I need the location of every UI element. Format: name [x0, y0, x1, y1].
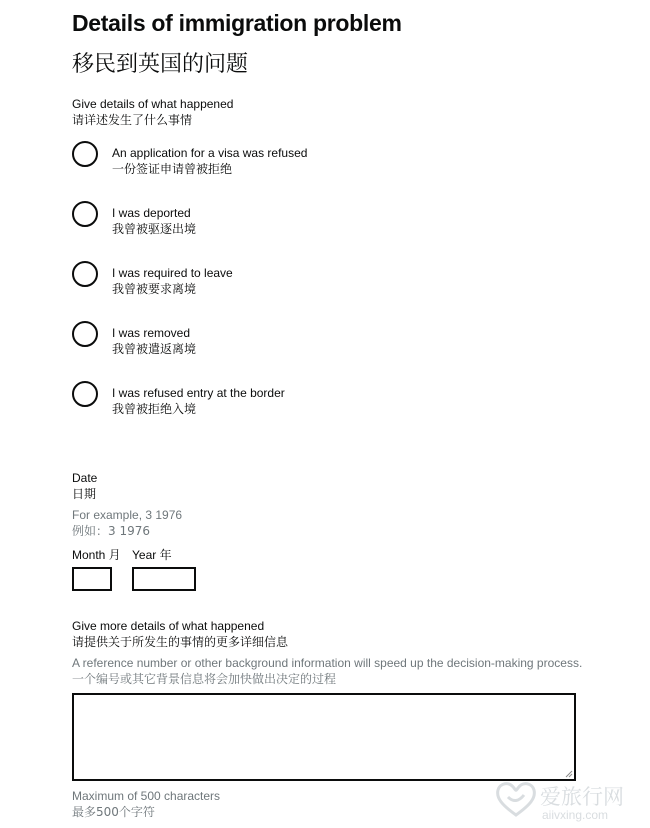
date-hint: For example, 3 1976 — [72, 508, 183, 522]
radio-label-cn[interactable]: 我曾被要求离境 — [112, 282, 197, 296]
radio-label-cn[interactable]: 一份签证申请曾被拒绝 — [112, 162, 233, 176]
radio-label[interactable]: I was deported — [112, 206, 191, 220]
radio-label[interactable]: An application for a visa was refused — [112, 146, 308, 160]
date-label-group — [72, 470, 97, 502]
month-input[interactable] — [72, 567, 112, 591]
max-characters-hint: Maximum of 500 characters — [72, 789, 221, 803]
more-details-hint-group — [72, 655, 582, 687]
heart-logo-icon — [494, 779, 538, 819]
radio-label-cn[interactable]: 我曾被遣返离境 — [112, 342, 197, 356]
more-details-label-group — [72, 618, 288, 650]
radio-button-circle[interactable] — [72, 321, 98, 347]
more-details-hint: A reference number or other background information will speed up the decision-making process. — [72, 656, 583, 670]
max-characters-hint-cn: 最多500个字符 — [72, 805, 155, 819]
radio-visa-refused[interactable] — [72, 141, 492, 181]
date-hint-cn: 例如：3 1976 — [72, 524, 150, 538]
radio-label[interactable]: I was refused entry at the border — [112, 386, 285, 400]
radio-label-group — [112, 265, 233, 297]
radio-label[interactable]: I was removed — [112, 326, 191, 340]
more-details-label: Give more details of what happened — [72, 619, 265, 633]
radio-deported[interactable] — [72, 201, 492, 241]
watermark-text: 爱旅行网 — [540, 785, 624, 809]
more-details-label-cn: 请提供关于所发生的事情的更多详细信息 — [72, 635, 289, 649]
question-label: Give details of what happened — [72, 97, 234, 111]
radio-label-cn[interactable]: 我曾被拒绝入境 — [112, 402, 197, 416]
radio-required-to-leave[interactable] — [72, 261, 492, 301]
radio-removed[interactable] — [72, 321, 492, 361]
radio-label[interactable]: I was required to leave — [112, 266, 233, 280]
radio-button-circle[interactable] — [72, 381, 98, 407]
year-input[interactable] — [132, 567, 196, 591]
page-title: Details of immigration problem — [72, 10, 402, 36]
month-label: Month 月 — [72, 548, 121, 562]
date-hint-group — [72, 507, 182, 539]
question-label-cn: 请详述发生了什么事情 — [72, 113, 193, 127]
radio-button-circle[interactable] — [72, 201, 98, 227]
max-characters-hint-group — [72, 788, 220, 820]
month-field-group — [72, 547, 121, 563]
radio-refused-entry[interactable] — [72, 381, 492, 421]
radio-button-circle[interactable] — [72, 261, 98, 287]
date-label-cn: 日期 — [72, 487, 97, 501]
radio-label-cn[interactable]: 我曾被驱逐出境 — [112, 222, 197, 236]
year-label: Year 年 — [132, 548, 172, 562]
watermark-url: aiivxing.com — [542, 808, 609, 822]
page-title-cn: 移民到英国的问题 — [72, 52, 249, 77]
radio-label-group — [112, 325, 196, 357]
watermark — [494, 779, 644, 825]
radio-button-circle[interactable] — [72, 141, 98, 167]
radio-label-group — [112, 385, 285, 417]
radio-label-group — [112, 205, 196, 237]
resize-grip-icon[interactable] — [565, 770, 573, 778]
radio-label-group — [112, 145, 307, 177]
date-label: Date — [72, 471, 98, 485]
more-details-textarea[interactable] — [72, 693, 576, 781]
year-field-group — [132, 547, 172, 563]
more-details-hint-cn: 一个编号或其它背景信息将会加快做出决定的过程 — [72, 672, 337, 686]
question-label-group — [72, 96, 233, 128]
